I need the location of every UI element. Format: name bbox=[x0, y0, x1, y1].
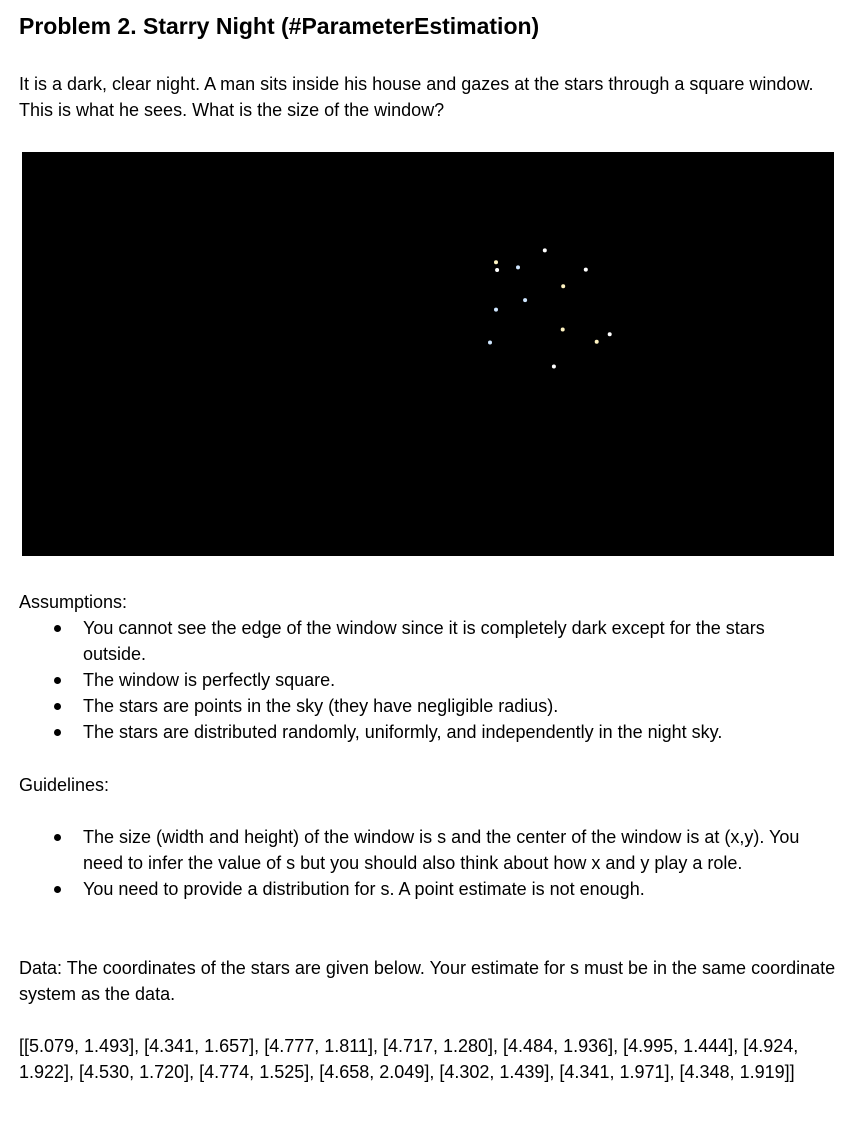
list-item bbox=[19, 693, 819, 719]
star-8 bbox=[523, 298, 527, 302]
list-item bbox=[19, 876, 819, 902]
list-item-text: The size (width and height) of the window is s and the center of the window is at (x,y). You need to infer the value of s but you should also think about how x and y play a role. bbox=[83, 827, 800, 873]
assumptions-heading: Assumptions: bbox=[19, 592, 128, 612]
star-field bbox=[22, 152, 834, 556]
star-5 bbox=[516, 265, 520, 269]
assumptions-list bbox=[19, 615, 819, 745]
star-7 bbox=[584, 268, 588, 272]
data-values: [[5.079, 1.493], [4.341, 1.657], [4.777, 1.811], [4.717, 1.280], [4.484, 1.936], [4.995, 1.444], [4.924, 1.922], [4.530, 1.720], [4.774, 1.525], [4.658, 2.049], [4.302, 1.439], [4.341, 1.971], [4.348, 1.919]] bbox=[19, 1036, 799, 1082]
intro-paragraph: It is a dark, clear night. A man sits inside his house and gazes at the stars through a square window. This is what he sees. What is the size of the window? bbox=[19, 74, 814, 120]
bullet-icon bbox=[54, 834, 61, 841]
problem-title: Problem 2. Starry Night (#ParameterEstimation) bbox=[19, 13, 540, 39]
list-item-text: The stars are distributed randomly, uniformly, and independently in the night sky. bbox=[83, 722, 723, 742]
star-4 bbox=[552, 365, 556, 369]
bullet-icon bbox=[54, 625, 61, 632]
star-10 bbox=[543, 248, 547, 252]
list-item-text: The window is perfectly square. bbox=[83, 670, 336, 690]
star-3 bbox=[561, 284, 565, 288]
guidelines-list bbox=[19, 824, 819, 902]
list-item-text: The stars are points in the sky (they have negligible radius). bbox=[83, 696, 559, 716]
star-9 bbox=[561, 328, 565, 332]
bullet-icon bbox=[54, 703, 61, 710]
star-11 bbox=[488, 341, 492, 345]
list-item bbox=[19, 719, 819, 745]
bullet-icon bbox=[54, 729, 61, 736]
star-13 bbox=[495, 268, 499, 272]
bullet-icon bbox=[54, 886, 61, 893]
list-item bbox=[19, 615, 819, 667]
star-6 bbox=[595, 340, 599, 344]
list-item bbox=[19, 824, 819, 876]
guidelines-heading: Guidelines: bbox=[19, 775, 110, 795]
star-2 bbox=[494, 308, 498, 312]
data-intro-paragraph: Data: The coordinates of the stars are given below. Your estimate for s must be in the same coordinate system as the data. bbox=[19, 958, 836, 1004]
star-1 bbox=[608, 332, 612, 336]
list-item-text: You need to provide a distribution for s. A point estimate is not enough. bbox=[83, 879, 645, 899]
list-item bbox=[19, 667, 819, 693]
window-view bbox=[22, 152, 834, 556]
bullet-icon bbox=[54, 677, 61, 684]
star-12 bbox=[494, 260, 498, 264]
list-item-text: You cannot see the edge of the window since it is completely dark except for the stars outside. bbox=[83, 618, 765, 664]
